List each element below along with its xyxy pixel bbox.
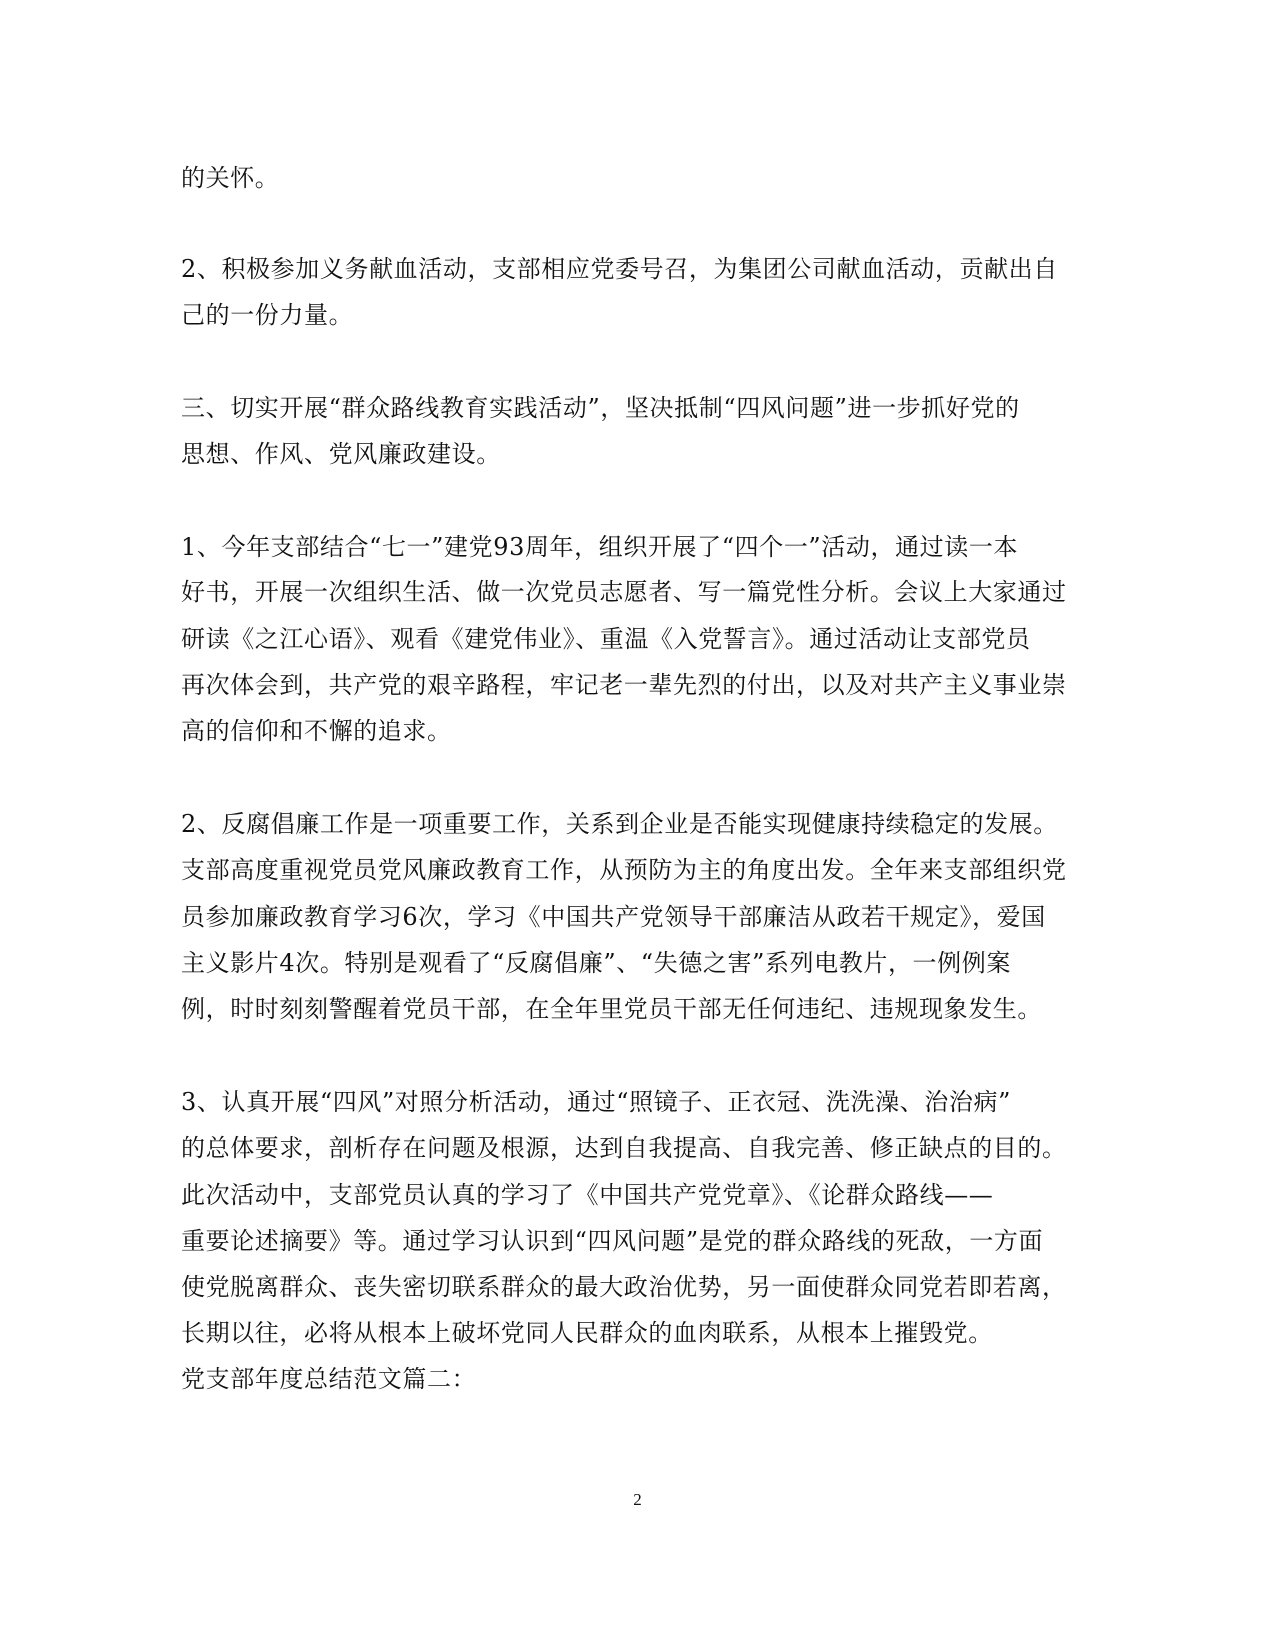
text-line: 此次活动中，支部党员认真的学习了《中国共产党党章》、《论群众路线—— — [181, 1181, 994, 1209]
text-line: 再次体会到，共产党的艰辛路程，牢记老一辈先烈的付出，以及对共产主义事业崇 — [181, 671, 1067, 699]
text-line: 1、今年支部结合“七一”建党93周年，组织开展了“四个一”活动，通过读一本 — [181, 533, 1019, 561]
page-number: 2 — [633, 1490, 642, 1509]
text-line: 己的一份力量。 — [181, 301, 354, 329]
text-line: 员参加廉政教育学习6次，学习《中国共产党领导干部廉洁从政若干规定》，爱国 — [181, 903, 1046, 931]
text-line: 主义影片4次。特别是观看了“反腐倡廉”、“失德之害”系列电教片，一例例案 — [181, 949, 1011, 977]
text-line: 三、切实开展“群众路线教育实践活动”，坚决抵制“四风问题”进一步抓好党的 — [181, 394, 1020, 422]
text-line: 研读《之江心语》、观看《建党伟业》、重温《入党誓言》。通过活动让支部党员 — [181, 625, 1031, 653]
text-line: 支部高度重视党员党风廉政教育工作，从预防为主的角度出发。全年来支部组织党 — [181, 856, 1067, 884]
text-line: 例，时时刻刻警醒着党员干部，在全年里党员干部无任何违纪、违规现象发生。 — [181, 995, 1042, 1023]
text-line: 的总体要求，剖析存在问题及根源，达到自我提高、自我完善、修正缺点的目的。 — [181, 1134, 1067, 1162]
text-line: 高的信仰和不懈的追求。 — [181, 717, 452, 745]
text-line: 的关怀。 — [181, 164, 280, 192]
text-line: 使党脱离群众、丧失密切联系群众的最大政治优势，另一面使群众同党若即若离， — [181, 1273, 1067, 1301]
text-line: 好书，开展一次组织生活、做一次党员志愿者、写一篇党性分析。会议上大家通过 — [181, 578, 1067, 606]
text-line: 重要论述摘要》等。通过学习认识到“四风问题”是党的群众路线的死敌，一方面 — [181, 1227, 1044, 1255]
text-line: 3、认真开展“四风”对照分析活动，通过“照镜子、正衣冠、洗洗澡、治治病” — [181, 1088, 1011, 1116]
text-line: 2、积极参加义务献血活动，支部相应党委号召，为集团公司献血活动，贡献出自 — [181, 255, 1058, 283]
text-line: 长期以往，必将从根本上破坏党同人民群众的血肉联系，从根本上摧毁党。 — [181, 1319, 993, 1347]
text-line: 2、反腐倡廉工作是一项重要工作，关系到企业是否能实现健康持续稳定的发展。 — [181, 810, 1058, 838]
text-line: 思想、作风、党风廉政建设。 — [181, 440, 501, 468]
section-heading: 党支部年度总结范文篇二： — [181, 1365, 477, 1393]
